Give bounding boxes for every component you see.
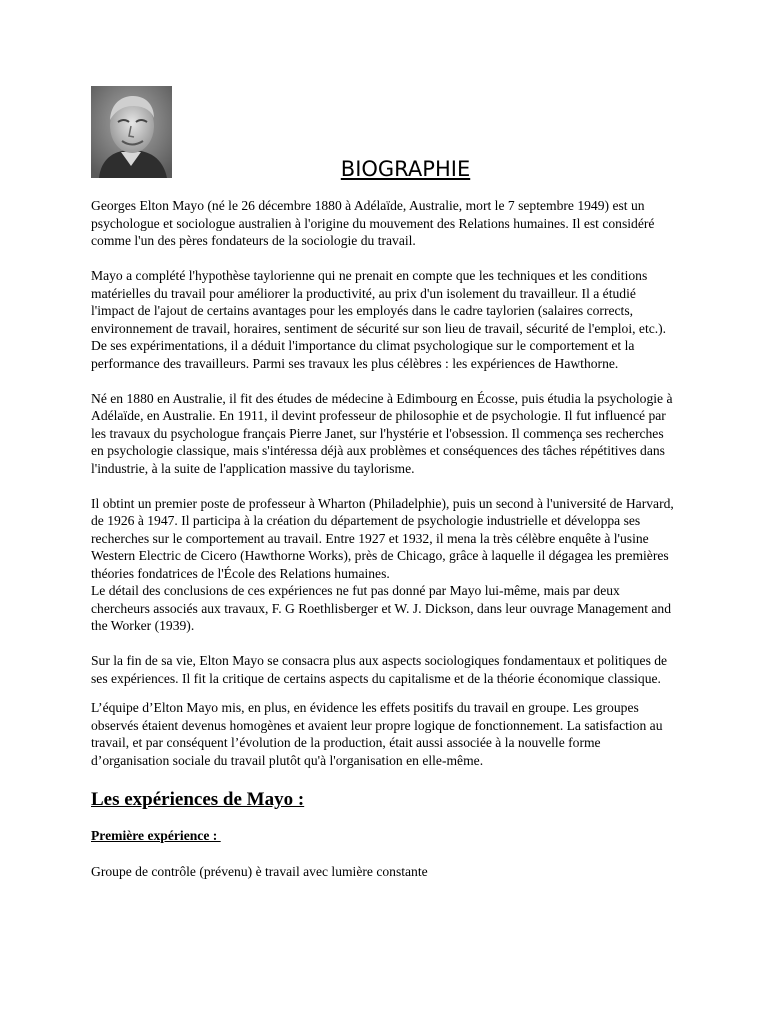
paragraph-career: Il obtint un premier poste de professeur à Wharton (Philadelphie), puis un second à l'université de Harvard, de 1926 à 1947. Il participa à la création du département de psychologie industrielle et développa ses recherches sur le comportement au travail. Entre 1927 et 1932, il mena la très célèbre enquête à l'usine Western Electric de Cicero (Hawthorne Works), près de Chicago, grâce à laquelle il dégagea les premières théories fondatrices de l'École des Relations humaines. (91, 495, 674, 581)
page-title: BIOGRAPHIE (340, 157, 471, 181)
section-heading: Les expériences de Mayo : (91, 789, 305, 810)
document-body (91, 197, 679, 881)
paragraph-late-life: Sur la fin de sa vie, Elton Mayo se consacra plus aux aspects sociologiques fondamentaux et politiques de ses expériences. Il fit la critique de certains aspects du capitalisme et de la théorie économique classique. (91, 653, 668, 686)
paragraph-taylor: Mayo a complété l'hypothèse taylorienne qui ne prenait en compte que les techniques et les conditions matérielles du travail pour améliorer la productivité, au prix d'un isolement du travailleur. Il a étudié l'impact de l'ajout de certains avantages pour les employés dans le cadre taylorien (salaires corrects, environnement de travail, horaires, sentiment de sécurité sur son lieu de travail, sécurité de l'emploi, etc.). (91, 268, 667, 336)
paragraph-experiments: De ses expérimentations, il a déduit l'importance du climat psychologique sur le comportement et la performance des travailleurs. Parmi ses travaux les plus célèbres : les expériences de Hawthorne. (91, 338, 635, 371)
paragraph-early-life: Né en 1880 en Australie, il fit des études de médecine à Edimbourg en Écosse, puis étudia la psychologie à Adélaïde, en Australie. En 1911, il devint professeur de philosophie et de psychologie. Il fut influencé par les travaux du psychologue français Pierre Janet, sur l'hystérie et l'obsession. Il commença ses recherches en psychologie classique, mais s'intéressa déjà aux problèmes et conséquences des tâches répétitives dans l'industrie, à la suite de l'application massive du taylorisme. (91, 390, 673, 476)
paragraph-group-work: L’équipe d’Elton Mayo mis, en plus, en évidence les effets positifs du travail en groupe. Les groupes observés étaient devenus homogènes et avaient leur propre logique de fonctionnement. La satisfaction au travail, et par conséquent l’évolution de la production, était aussi associée à la nouvelle forme d’organisation sociale du travail plutôt qu'à l'organisation en elle-même. (91, 700, 663, 768)
paragraph-conclusions: Le détail des conclusions de ces expériences ne fut pas donné par Mayo lui-même, mais par deux chercheurs associés aux travaux, F. G Roethlisberger et W. J. Dickson, dans leur ouvrage Management and the Worker (1939). (91, 583, 672, 633)
paragraph-intro: Georges Elton Mayo (né le 26 décembre 1880 à Adélaïde, Australie, mort le 7 septembre 1949) est un psychologue et sociologue australien à l'origine du mouvement des Relations humaines. Il est considéré comme l'un des pères fondateurs de la sociologie du travail. (91, 198, 655, 248)
paragraph-first-experiment: Groupe de contrôle (prévenu) è travail avec lumière constante (91, 864, 428, 879)
subsection-heading: Première expérience : (91, 828, 221, 843)
